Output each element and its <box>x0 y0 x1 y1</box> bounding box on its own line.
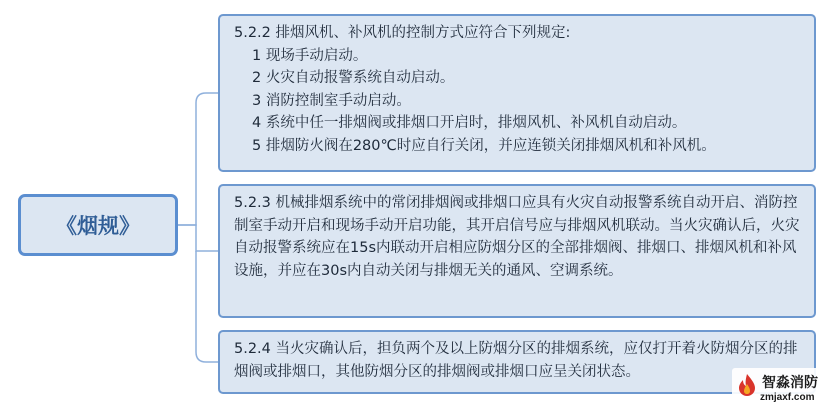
connector-to-topic-2 <box>178 225 218 251</box>
connector-to-topic-1 <box>178 93 218 225</box>
topic-5-2-2[interactable] <box>218 14 816 172</box>
root-node[interactable] <box>18 194 178 256</box>
list-item: 5 排烟防火阀在280℃时应自行关闭，并应连锁关闭排烟风机和补风机。 <box>252 137 716 154</box>
brand-logo-icon <box>734 372 760 398</box>
topic-5-2-4[interactable] <box>218 330 816 394</box>
connector-to-topic-3 <box>196 251 218 362</box>
topic-text: 5.2.4 当火灾确认后，担负两个及以上防烟分区的排烟系统，应仅打开着火防烟分区的排烟阀或排烟口，其他防烟分区的排烟阀或排烟口应呈关闭状态。 <box>234 341 798 380</box>
topic-text: 5.2.3 机械排烟系统中的常闭排烟阀或排烟口应具有火灾自动报警系统自动开启、消防控制室手动开启和现场手动开启功能，其开启信号应与排烟风机联动。当火灾确认后，火灾自动报警系统应在15s内联动开启相应防烟分区的全部排烟阀、排烟口、排烟风机和补风设施，并应在30s内自动关闭与排烟无关的通风、空调系统。 <box>234 195 800 279</box>
root-label: 《烟规》 <box>56 214 140 238</box>
list-item: 3 消防控制室手动启动。 <box>252 92 411 109</box>
topic-heading: 5.2.2 排烟风机、补风机的控制方式应符合下列规定: <box>234 25 571 41</box>
watermark-title: 智淼消防 <box>762 375 818 391</box>
list-item: 1 现场手动启动。 <box>252 47 368 64</box>
topic-5-2-3[interactable] <box>218 184 816 318</box>
list-item: 2 火灾自动报警系统自动启动。 <box>252 70 455 86</box>
watermark-url: zmjaxf.com <box>760 392 815 403</box>
list-item: 4 系统中任一排烟阀或排烟口开启时，排烟风机、补风机自动启动。 <box>252 115 687 131</box>
watermark <box>732 368 832 408</box>
